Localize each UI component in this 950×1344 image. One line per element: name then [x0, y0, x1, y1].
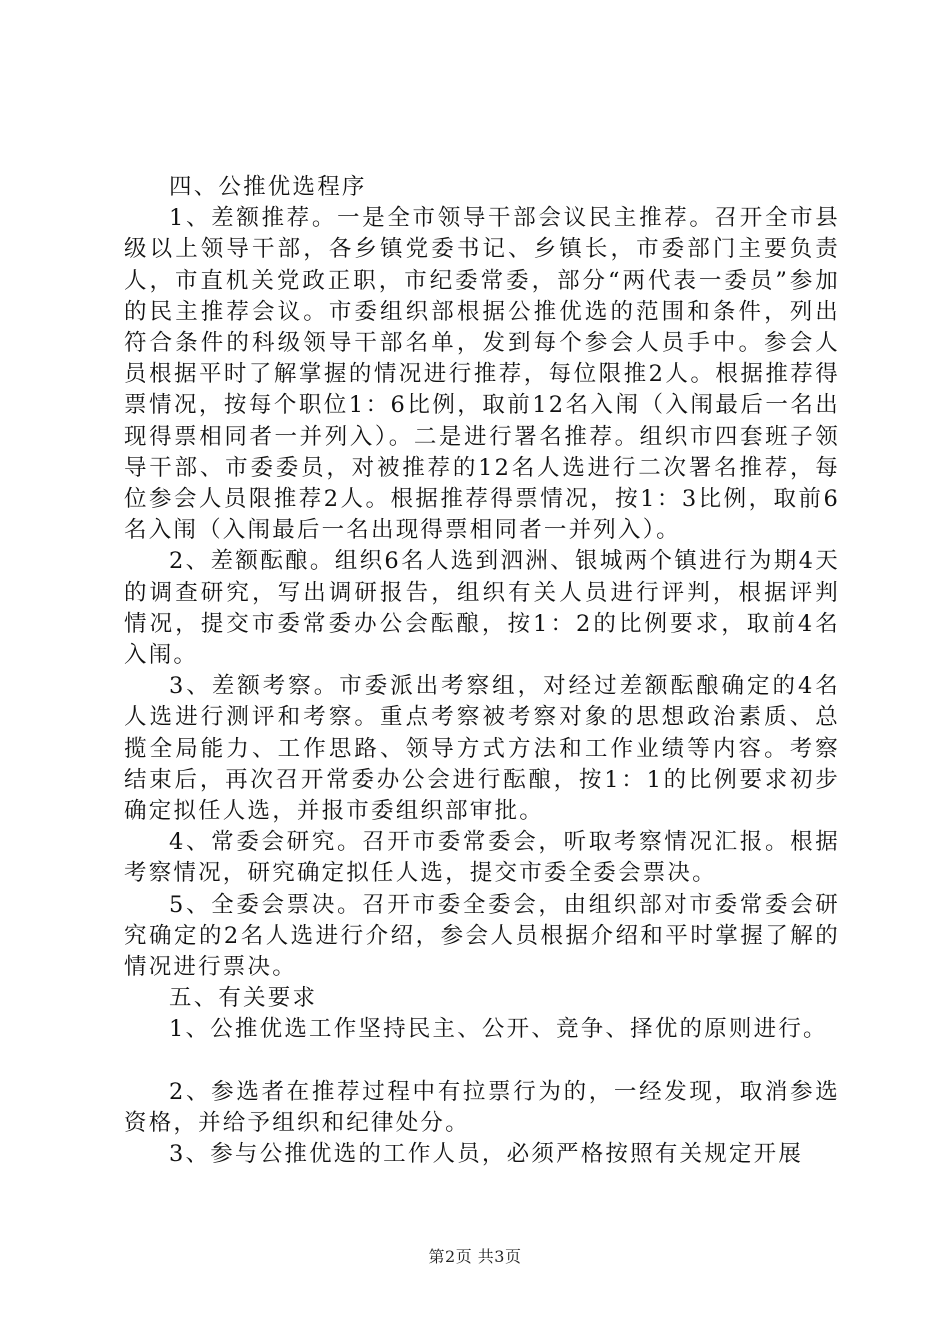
- paragraph-differential-recommendation: 1、差额推荐。一是全市领导干部会议民主推荐。召开全市县级以上领导干部，各乡镇党委书记、乡镇长，市委部门主要负责人，市直机关党政正职，市纪委常委，部分“两代表一委员”参加的民主推荐会议。市委组织部根据公推优选的范围和条件，列出符合条件的科级领导干部名单，发到每个参会人员手中。参会人员根据平时了解掌握的情况进行推荐，每位限推2人。根据推荐得票情况，按每个职位1：6比例，取前12名入闱（入闱最后一名出现得票相同者一并列入）。二是进行署名推荐。组织市四套班子领导干部、市委委员，对被推荐的12名人选进行二次署名推荐，每位参会人员限推荐2人。根据推荐得票情况，按1：3比例，取前6名入闱（入闱最后一名出现得票相同者一并列入）。: [124, 205, 840, 544]
- document-body: [124, 172, 840, 1170]
- paragraph-plenary-vote: 5、全委会票决。召开市委全委会，由组织部对市委常委会研究确定的2名人选进行介绍，参会人员根据介绍和平时掌握了解的情况进行票决。: [124, 891, 840, 981]
- paragraph-differential-deliberation: 2、差额酝酿。组织6名人选到泗洲、银城两个镇进行为期4天的调查研究，写出调研报告，组织有关人员进行评判，根据评判情况，提交市委常委办公会酝酿，按1：2的比例要求，取前4名入闱。: [124, 548, 840, 669]
- paragraph-differential-inspection: 3、差额考察。市委派出考察组，对经过差额酝酿确定的4名人选进行测评和考察。重点考察被考察对象的思想政治素质、总揽全局能力、工作思路、领导方式方法和工作业绩等内容。考察结束后，再次召开常委办公会进行酝酿，按1：1的比例要求初步确定拟任人选，并报市委组织部审批。: [124, 673, 840, 825]
- page-number-footer: 第2页 共3页: [428, 1247, 522, 1266]
- paragraph-standing-committee-study: 4、常委会研究。召开市委常委会，听取考察情况汇报。根据考察情况，研究确定拟任人选，提交市委全委会票决。: [124, 829, 840, 887]
- section-heading-procedure: 四、公推优选程序: [169, 174, 367, 200]
- paragraph-requirement-3: 3、参与公推优选的工作人员，必须严格按照有关规定开展: [169, 1141, 804, 1168]
- section-heading-requirements: 五、有关要求: [169, 985, 318, 1012]
- paragraph-requirement-2: 2、参选者在推荐过程中有拉票行为的，一经发现，取消参选资格，并给予组织和纪律处分。: [124, 1078, 840, 1136]
- blank-line: [124, 1046, 840, 1077]
- paragraph-requirement-1: 1、公推优选工作坚持民主、公开、竞争、择优的原则进行。: [169, 1016, 828, 1043]
